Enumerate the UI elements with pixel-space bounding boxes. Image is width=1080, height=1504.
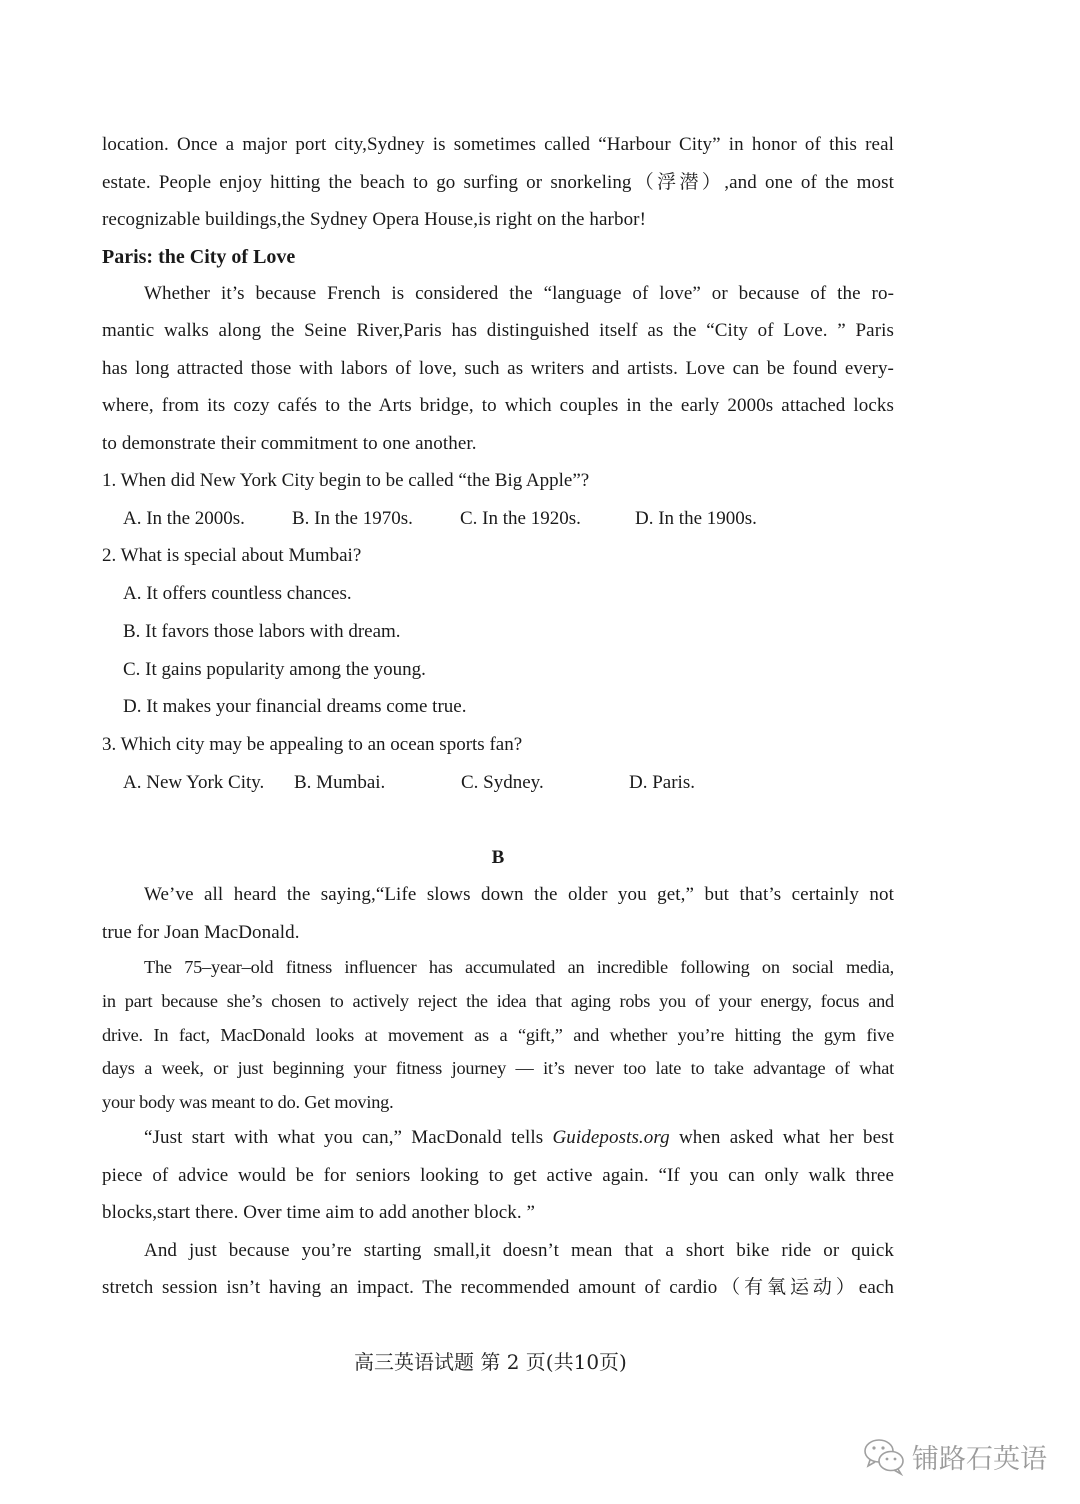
option-a: A. In the 2000s. [123, 507, 245, 529]
text-line: location. Once a major port city,Sydney is sometimes called “Harbour City” in honor of this real [102, 134, 894, 155]
text-line: mantic walks along the Seine River,Paris has distinguished itself as the “City of Love. ” Paris [102, 320, 894, 341]
source-website: Guideposts.org [552, 1127, 670, 1149]
question-2 [102, 537, 894, 726]
text-line: days a week, or just beginning your fitness journey — it’s never too late to take advantage of what [102, 1058, 894, 1079]
option-b: B. Mumbai. [294, 771, 386, 793]
question-stem: 2. What is special about Mumbai? [102, 545, 362, 567]
paris-heading: Paris: the City of Love [102, 245, 296, 268]
text-line: where, from its cozy cafés to the Arts bridge, to which couples in the early 2000s attached locks [102, 395, 894, 416]
option-row [102, 500, 894, 538]
exam-page [102, 126, 894, 1307]
text-line: to demonstrate their commitment to one another. [102, 432, 477, 454]
text-line: And just because you’re starting small,it doesn’t mean that a short bike ride or quick [144, 1239, 894, 1261]
page-footer: 高三英语试题 第 2 页(共10页) [354, 1350, 627, 1374]
passage-b-paragraph-3 [102, 1119, 894, 1232]
option-c: C. In the 1920s. [460, 507, 581, 529]
option-d: D. In the 1900s. [635, 507, 757, 529]
text-line: We’ve all heard the saying,“Life slows down the older you get,” but that’s certainly not [144, 884, 894, 906]
option-b: B. In the 1970s. [292, 507, 413, 529]
text-line: Whether it’s because French is considered the “language of love” or because of the ro- [144, 282, 894, 304]
option-a: A. It offers countless chances. [123, 583, 352, 605]
question-1 [102, 462, 894, 537]
text-line: has long attracted those with labors of love, such as writers and artists. Love can be found every- [102, 357, 894, 379]
passage-b-paragraph-4 [102, 1232, 894, 1307]
text-line: recognizable buildings,the Sydney Opera House,is right on the harbor! [102, 209, 647, 230]
question-stem: 1. When did New York City begin to be called “the Big Apple”? [102, 470, 590, 491]
text-line: estate. People enjoy hitting the beach to go surfing or snorkeling（浮潜）,and one of the most [102, 171, 894, 193]
option-c: C. It gains popularity among the young. [123, 658, 426, 680]
text-span: when asked what her best [669, 1127, 894, 1149]
section-label: B [491, 847, 505, 869]
question-3 [102, 726, 894, 801]
watermark [862, 1436, 1047, 1476]
paris-paragraph [102, 275, 894, 463]
wechat-icon [862, 1436, 906, 1476]
passage-b-paragraph-2 [102, 951, 894, 1119]
option-b: B. It favors those labors with dream. [123, 620, 401, 642]
text-line: drive. In fact, MacDonald looks at movement as a “gift,” and whether you’re hitting the gym five [102, 1024, 894, 1045]
text-line: in part because she’s chosen to actively reject the idea that aging robs you of your energy, focus and [102, 990, 894, 1011]
question-stem: 3. Which city may be appealing to an ocean sports fan? [102, 733, 523, 755]
passage-b-paragraph-1 [102, 876, 894, 951]
option-d: D. It makes your financial dreams come true. [123, 696, 467, 718]
text-line: your body was meant to do. Get moving. [102, 1091, 394, 1112]
option-d: D. Paris. [629, 771, 695, 793]
text-line: blocks,start there. Over time aim to add another block. ” [102, 1202, 536, 1224]
text-line: piece of advice would be for seniors looking to get active again. “If you can only walk three [102, 1164, 894, 1186]
sydney-paragraph [102, 126, 894, 239]
option-c: C. Sydney. [461, 771, 544, 793]
option-row [102, 764, 894, 802]
option-a: A. New York City. [123, 771, 265, 793]
text-line: true for Joan MacDonald. [102, 921, 300, 943]
text-span: “Just start with what you can,” MacDonald tells [144, 1127, 553, 1149]
watermark-text: 铺路石英语 [912, 1443, 1047, 1475]
text-line: The 75–year–old fitness influencer has accumulated an incredible following on social media, [144, 957, 894, 978]
text-line: stretch session isn’t having an impact. The recommended amount of cardio（有氧运动）each [102, 1277, 894, 1299]
text-line [102, 1119, 894, 1157]
